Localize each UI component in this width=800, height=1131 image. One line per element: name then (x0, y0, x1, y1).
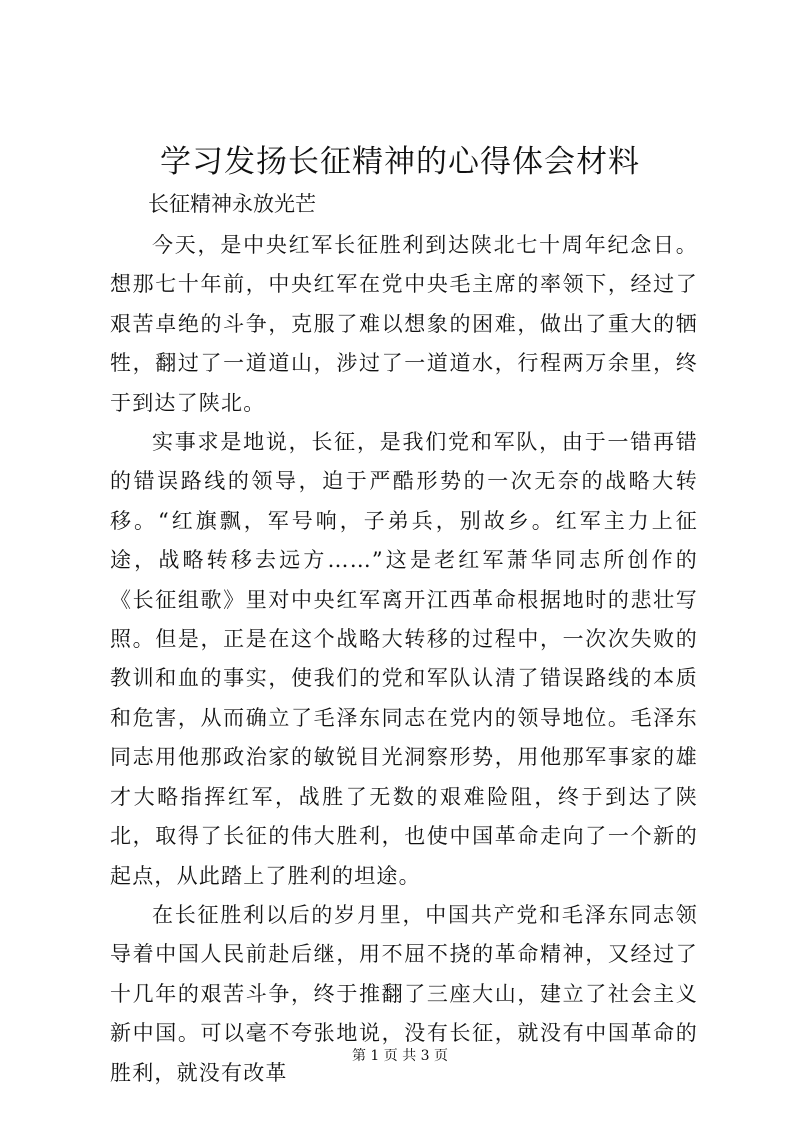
paragraph-3: 在长征胜利以后的岁月里，中国共产党和毛泽东同志领导着中国人民前赴后继，用不屈不挠的革命精神，又经过了十几年的艰苦斗争，终于推翻了三座大山，建立了社会主义新中国。可以毫不夸张地说，没有长征，就没有中国革命的胜利，就没有改革 (110, 902, 698, 1085)
document-title: 学习发扬长征精神的心得体会材料 (160, 144, 640, 180)
document-subtitle: 长征精神永放光芒 (148, 192, 316, 216)
document-body (110, 226, 698, 1093)
paragraph-2: 实事求是地说，长征，是我们党和军队，由于一错再错的错误路线的领导，迫于严酷形势的一次无奈的战略大转移。“红旗飘，军号响，子弟兵，别故乡。红军主力上征途，战略转移去远方……”这是老红军萧华同志所创作的《长征组歌》里对中央红军离开江西革命根据地时的悲壮写照。但是，正是在这个战略大转移的过程中，一次次失败的教训和血的事实，使我们的党和军队认清了错误路线的本质和危害，从而确立了毛泽东同志在党内的领导地位。毛泽东同志用他那政治家的敏锐目光洞察形势，用他那军事家的雄才大略指挥红军，战胜了无数的艰难险阻，终于到达了陕北，取得了长征的伟大胜利，也使中国革命走向了一个新的起点，从此踏上了胜利的坦途。 (110, 430, 698, 888)
paragraph-1: 今天，是中央红军长征胜利到达陕北七十周年纪念日。想那七十年前，中央红军在党中央毛主席的率领下，经过了艰苦卓绝的斗争，克服了难以想象的困难，做出了重大的牺牲，翻过了一道道山，涉过了一道道水，行程两万余里，终于到达了陕北。 (110, 233, 698, 415)
page-footer: 第 1 页 共 3 页 (351, 1048, 449, 1064)
